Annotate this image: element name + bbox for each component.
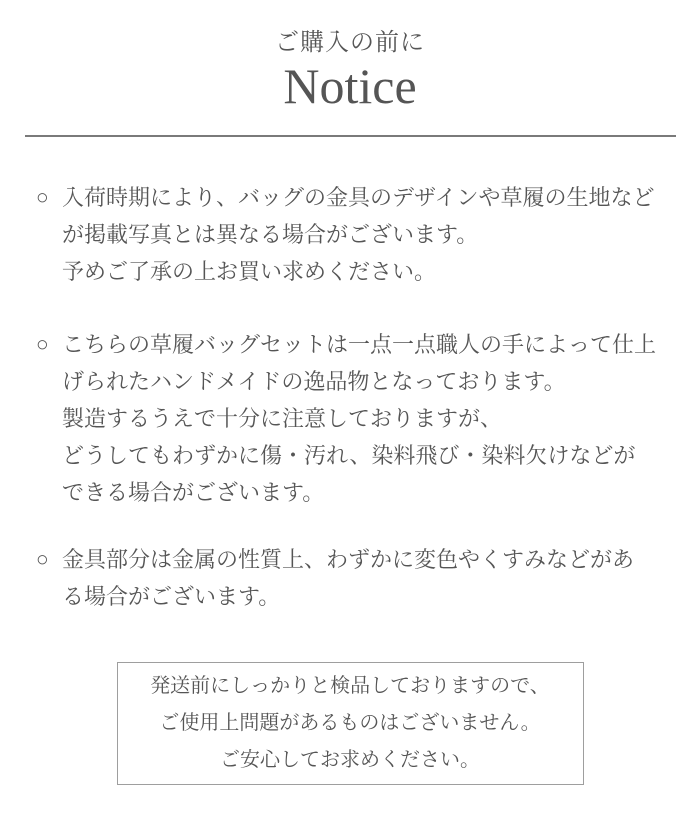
inspection-note-box [117, 662, 584, 785]
page-title: Notice [283, 58, 417, 114]
notice-text [62, 541, 686, 615]
circle-bullet-icon: ○ [36, 548, 49, 571]
inspection-note-line: ご安心してお求めください。 [220, 749, 480, 771]
notice-line: 入荷時期により、バッグの金具のデザインや草履の生地など [62, 185, 655, 210]
notice-line: できる場合がございます。 [62, 480, 325, 505]
notice-line: 製造するうえで十分に注意しておりますが、 [62, 406, 503, 431]
inspection-note-line: 発送前にしっかりと検品しておりますので、 [150, 675, 550, 697]
notice-line: げられたハンドメイドの逸品物となっております。 [62, 369, 566, 394]
notice-line: どうしてもわずかに傷・汚れ、染料飛び・染料欠けなどが [62, 443, 636, 468]
notice-text [62, 179, 686, 290]
notice-list [0, 137, 700, 615]
page-subtitle: ご購入の前に [275, 30, 425, 56]
notice-line: 金具部分は金属の性質上、わずかに変色やくすみなどがあ [62, 547, 635, 572]
notice-item [36, 326, 686, 511]
inspection-note-line: ご使用上問題があるものはございません。 [159, 712, 541, 734]
notice-line: る場合がございます。 [62, 584, 281, 609]
notice-item [36, 541, 686, 615]
circle-bullet-icon: ○ [36, 186, 49, 209]
circle-bullet-icon: ○ [36, 333, 49, 356]
notice-text [62, 326, 686, 511]
notice-line: こちらの草履バッグセットは一点一点職人の手によって仕上 [62, 332, 657, 357]
notice-item [36, 179, 686, 290]
notice-line: が掲載写真とは異なる場合がございます。 [62, 222, 479, 247]
notice-line: 予めご了承の上お買い求めください。 [62, 259, 437, 284]
page-header [0, 28, 700, 114]
